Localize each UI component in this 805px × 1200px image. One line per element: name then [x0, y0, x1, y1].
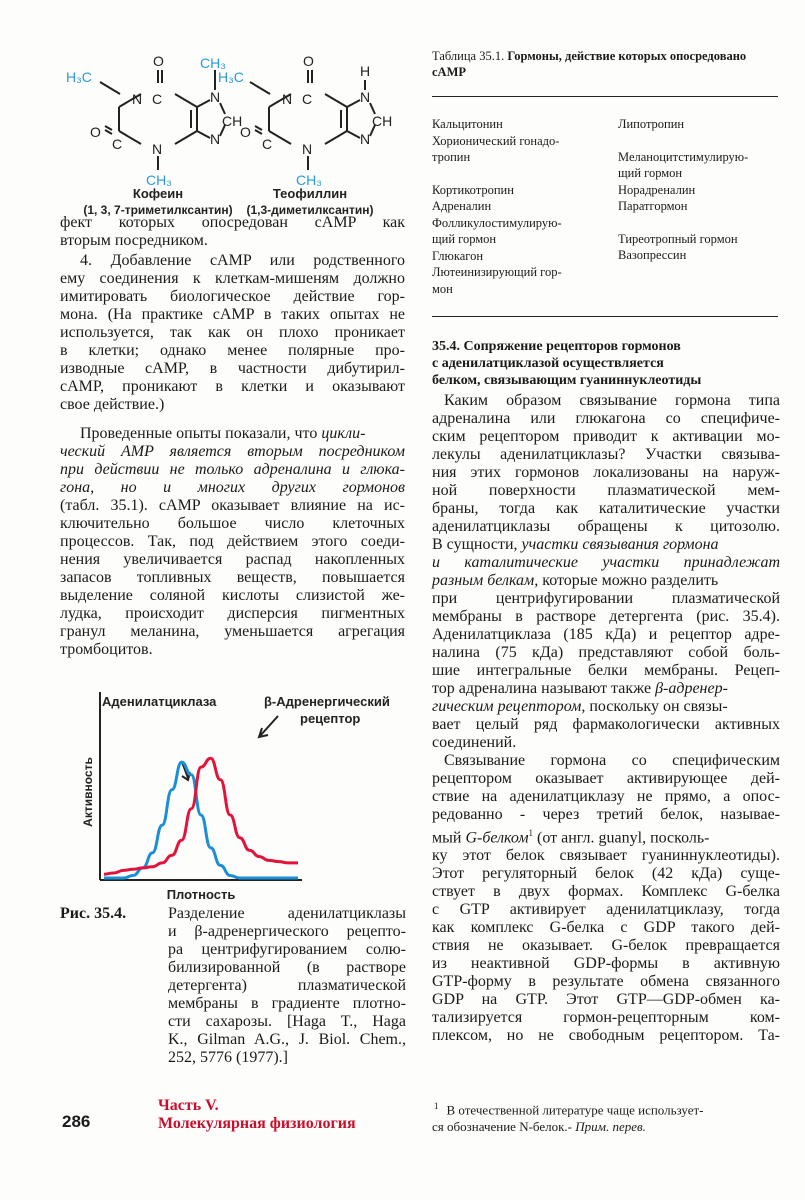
- legend-adenylate-cyclase: Аденилатциклаза: [102, 694, 217, 709]
- atom-ch: CH: [222, 113, 243, 129]
- paragraph-4: [60, 252, 405, 414]
- text-line: ствия не оказывает. G-белок превращается: [432, 937, 780, 955]
- text-line: при действии не только адреналина и глюка-: [60, 461, 405, 478]
- figure-label: Рис. 35.4.: [60, 905, 127, 922]
- caption-line: ра центрифугированием солю-: [168, 941, 406, 958]
- part-title: Молекулярная физиология: [158, 1115, 356, 1132]
- table-cell: Хорионический гонадо-: [432, 133, 560, 148]
- text-line: [432, 572, 780, 590]
- text-line: ским рецептором приводит к активации мо-: [432, 428, 780, 445]
- text-line: гранул меланина, уменьшается агрегация: [60, 623, 405, 640]
- text-line: лудка, происходит дисперсия пигментных: [60, 605, 405, 622]
- table-caption: [432, 48, 782, 80]
- text-line: ему соединения к клеткам-мишеням должно: [60, 270, 405, 287]
- text-line: имитировать биологическое действие гор-: [60, 288, 405, 305]
- text-line: налина (75 кДа) представляют собой боль-: [432, 644, 780, 661]
- right-paragraph-2: [432, 752, 780, 1045]
- text-line: ствует в двух формах. Комплекс G-белка: [432, 883, 780, 901]
- atom-c: C: [152, 91, 163, 107]
- table-right-col: [618, 116, 788, 264]
- heading-line: с аденилатциклазой осуществляется: [432, 356, 664, 371]
- text-line: и каталитические участки принадлежат: [432, 554, 780, 571]
- text-line: ной поверхности плазматической мем-: [432, 482, 780, 499]
- footnote-line: [432, 1098, 780, 1118]
- atom-c: C: [112, 136, 123, 152]
- caption-line: детергента) плазматической: [168, 977, 406, 994]
- text-line: [432, 824, 780, 847]
- caption-plain: Таблица 35.1.: [432, 49, 508, 63]
- italic-span: β-адренер-: [655, 680, 728, 697]
- text-line: Аденилатциклаза (185 кДа) и рецептор адре-: [432, 626, 780, 643]
- text-line: плексом, но не свободным рецептором. Та-: [432, 1027, 780, 1045]
- methyl-group: CH₃: [146, 172, 172, 188]
- density-activity-chart: [70, 680, 405, 905]
- italic-span: цикли-: [321, 425, 366, 442]
- table-cell: Адреналин: [432, 199, 492, 213]
- atom-o: O: [153, 53, 164, 69]
- text-line: cAMP, проникают в клетки и оказывают: [60, 378, 405, 395]
- table-cell: щий гормон: [618, 166, 683, 180]
- text-line: свое действие.): [60, 396, 165, 413]
- text-line: рецептором оказывает активирующее дей-: [432, 770, 780, 787]
- text-line: вает целый ряд фармакологически активных: [432, 716, 780, 733]
- atom-n: N: [282, 91, 293, 107]
- text-line: аденилатциклазы обращены к цитозолю.: [432, 518, 780, 535]
- atom-n: N: [210, 89, 221, 105]
- atom-n: N: [210, 131, 221, 147]
- italic-span: G-белком: [465, 829, 529, 847]
- caption-line: сти сахарозы. [Haga T., Haga: [168, 1013, 406, 1030]
- caffeine-alt-name: (1, 3, 7-триметилксантин): [83, 203, 233, 217]
- text-line: соединений.: [432, 734, 517, 751]
- atom-n: N: [152, 141, 163, 157]
- caption-line: мембраны в градиенте плотно-: [168, 995, 406, 1012]
- text-span: мый: [432, 829, 466, 847]
- text-line: ческий AMP является вторым посредником: [60, 443, 405, 460]
- italic-span: разным белкам,: [432, 572, 539, 589]
- caption-line: билизированной (в растворе: [168, 959, 406, 976]
- table-top-rule: [432, 96, 778, 97]
- legend-beta-receptor-line2: рецептор: [300, 711, 361, 726]
- text-line: лекулы аденилатциклазы? Участки связыва-: [432, 446, 780, 463]
- methyl-group: CH₃: [296, 172, 322, 188]
- text-line: из неактивной GDP-формы в активную: [432, 955, 780, 973]
- text-line: как комплекс G-белка с GDP такого дей-: [432, 919, 780, 937]
- text-line: при центрифугировании плазматической: [432, 590, 780, 607]
- italic-span: Прим. перев.: [575, 1119, 646, 1135]
- footnote-mark: 1: [434, 1101, 439, 1111]
- page-number: 286: [62, 1112, 91, 1131]
- text-span: Проведенные опыты показали, что: [80, 425, 322, 442]
- text-line: 4. Добавление cAMP или родственного: [80, 252, 405, 269]
- y-axis-label: Активность: [81, 757, 95, 827]
- text-line: [432, 536, 780, 554]
- text-line: ку этот белок связывает гуаниннуклеотиды).: [432, 847, 780, 865]
- footnote: [432, 1098, 780, 1135]
- atom-n: N: [360, 131, 371, 147]
- text-line: используется, так как он плохо проникает: [60, 324, 405, 341]
- heading-line: белком, связывающим гуаниннуклеотиды: [432, 373, 702, 388]
- text-line: нения увеличивается распад накопленных: [60, 551, 405, 568]
- table-cell: Вазопрессин: [618, 248, 687, 262]
- table-cell: Паратгормон: [618, 199, 688, 213]
- text-line: гона, но и многих других гормонов: [60, 479, 405, 496]
- table-cell: Кальцитонин: [432, 117, 503, 131]
- table-cell: щий гормон: [432, 232, 497, 246]
- footnote-line: [432, 1118, 780, 1135]
- text-line: тромбоцитов.: [60, 641, 153, 658]
- x-axis-label: Плотность: [166, 887, 236, 902]
- text-line: шие интегральные белки мембраны. Рецеп-: [432, 662, 780, 679]
- text-line: запасов топливных веществ, повышается: [60, 569, 405, 586]
- text-line: GTP-форму в результате обмена связанного: [432, 973, 780, 991]
- text-line: (табл. 35.1). cAMP оказывает влияние на ис-: [60, 497, 405, 514]
- series-layer: [104, 758, 298, 878]
- caption-bold: Гормоны, действие которых опосредовано: [507, 49, 747, 63]
- caffeine-structure: [100, 70, 225, 170]
- text-span: ся обозначение N-белок.-: [432, 1119, 576, 1135]
- table-cell: тропин: [432, 150, 471, 164]
- atom-c: C: [262, 136, 273, 152]
- table-cell: Лютеинизирующий гор-: [432, 265, 562, 279]
- figure-caption: [168, 905, 408, 1067]
- text-line: [432, 680, 780, 698]
- italic-span: участки связывания гормона: [521, 536, 719, 553]
- caffeine-name: Кофеин: [132, 186, 184, 201]
- text-line: [80, 425, 405, 443]
- atom-n: N: [302, 141, 313, 157]
- legend-beta-receptor-line1: β-Адренергический: [264, 694, 390, 709]
- text-line: редованно - через третий белок, называе-: [432, 806, 780, 823]
- text-line: изводные cAMP, в частности дибутирил-: [60, 360, 405, 377]
- xanthine-structures: [60, 48, 420, 220]
- italic-span: гическим рецептором,: [432, 698, 586, 715]
- table-cell: Глюкагон: [432, 248, 484, 263]
- table-bottom-rule: [432, 316, 778, 317]
- atom-ch: CH: [372, 113, 393, 129]
- atom-n: N: [132, 91, 143, 107]
- table-cell: мон: [432, 281, 453, 296]
- heading-line: 35.4. Сопряжение рецепторов гормонов: [432, 339, 681, 354]
- text-line: GDP на GTP. Этот GTP—GDP-обмен ка-: [432, 991, 780, 1009]
- text-line: ния этих гормонов локализованы на наруж-: [432, 464, 780, 481]
- table-cell: Кортикотропин: [432, 182, 514, 197]
- caption-line: и β-адренергического рецепто-: [168, 923, 406, 940]
- theophylline-name: Теофиллин: [272, 186, 348, 201]
- legend-arrow-red: [260, 716, 278, 736]
- theophylline-structure: [250, 70, 375, 170]
- text-line: процессов. Так, под действием этого соеди-: [60, 533, 405, 550]
- caption-bold: cAMP: [432, 65, 467, 79]
- text-line: ствие на аденилатциклазу не прямо, а опос-: [432, 788, 780, 805]
- table-cell: Меланоцитстимулирую-: [618, 149, 749, 164]
- text-span: (от англ. guanyl, посколь-: [533, 829, 710, 847]
- text-line: ключительно большое число клеточных: [60, 515, 405, 532]
- text-span: которые можно разделить: [538, 572, 719, 589]
- section-heading: [432, 338, 782, 389]
- text-line: в клетки; однако менее полярные про-: [60, 342, 405, 359]
- table-left-col: [432, 116, 602, 297]
- methyl-group: CH₃: [200, 55, 226, 71]
- text-line: мембраны в растворе детергента (рис. 35.4).: [432, 608, 780, 625]
- text-line: фект которых опосредован cAMP как: [60, 214, 405, 231]
- text-span: поскольку он связы-: [585, 698, 728, 715]
- text-line: мона. (На практике cAMP в таких опытах не: [60, 306, 405, 323]
- table-cell: Липотропин: [618, 117, 685, 131]
- text-line: с GTP активирует аденилатциклазу, тогда: [432, 901, 780, 919]
- text-span: В сущности,: [432, 536, 522, 553]
- atom-n: N: [360, 89, 371, 105]
- atom-c: C: [302, 91, 313, 107]
- atom-o: O: [90, 124, 101, 140]
- table-cell: Фолликулостимулирую-: [432, 215, 562, 230]
- atom-h: H: [360, 63, 371, 79]
- methyl-group: H₃C: [218, 69, 244, 85]
- table-cell: Тиреотропный гормон: [618, 231, 738, 246]
- paragraph-conclusion: [60, 425, 405, 659]
- part-label: Часть V.: [158, 1097, 219, 1114]
- text-line: Связывание гормона со специфическим: [444, 752, 780, 769]
- text-span: тор адреналина называют также: [432, 680, 656, 697]
- text-line: адреналина или глюкагона со специфиче-: [432, 410, 780, 427]
- text-line: выделение соляной кислоты слизистой же-: [60, 587, 405, 604]
- footnote-ref: 1: [528, 828, 534, 838]
- table-cell: Норадреналин: [618, 182, 696, 197]
- right-paragraph-1: [432, 392, 780, 752]
- methyl-group: H₃C: [66, 69, 92, 85]
- theophylline-alt-name: (1,3-диметилксантин): [246, 203, 374, 217]
- text-line: браны, тогда как каталитические участки: [432, 500, 780, 517]
- caption-line: Разделение аденилатциклазы: [168, 905, 406, 922]
- atom-o: O: [240, 124, 251, 140]
- text-line: [432, 698, 780, 716]
- text-line: Каким образом связывание гормона типа: [444, 392, 780, 409]
- text-line: тализируется гормон-рецепторным ком-: [432, 1009, 780, 1027]
- text-span: В отечественной литературе чаще использует-: [446, 1102, 704, 1118]
- left-text-block-1: [60, 214, 405, 250]
- atom-o: O: [303, 53, 314, 69]
- text-line: Этот регуляторный белок (42 кДа) суще-: [432, 865, 780, 883]
- text-line: вторым посредником.: [60, 232, 208, 249]
- caption-line: K., Gilman A.G., J. Biol. Chem.,: [168, 1031, 406, 1048]
- caption-line: 252, 5776 (1977).]: [168, 1049, 288, 1066]
